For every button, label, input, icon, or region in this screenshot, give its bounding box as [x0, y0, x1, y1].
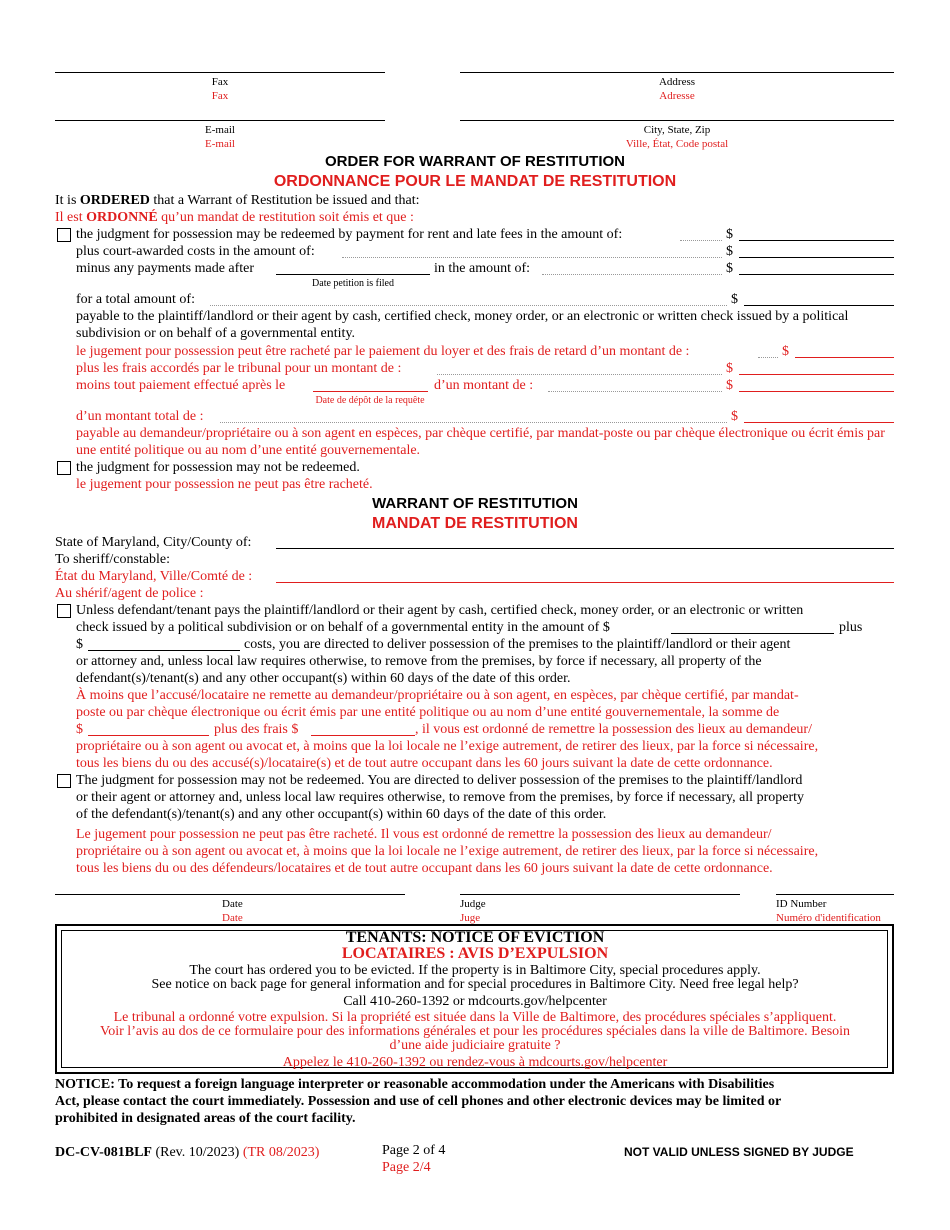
eviction-notice-line2: See notice on back page for general information and for special procedures in Baltimore City. Need free legal help? — [151, 977, 799, 992]
form-id: DC-CV-081BLF (Rev. 10/2023) (TR 08/2023) — [55, 1145, 320, 1160]
date-signature-line[interactable] — [55, 894, 405, 895]
dollar-sign: $ — [726, 227, 733, 242]
fax-label-fr: Fax — [211, 90, 229, 102]
order-title-fr: ORDONNANCE POUR LE MANDAT DE RESTITUTION — [273, 173, 677, 190]
warrant-p1-line1-fr: À moins que l’accusé/locataire ne remette au demandeur/propriétaire ou à son agent, en espèces, par chèque certifié, par mandat- — [76, 688, 799, 703]
payments-amount-field[interactable] — [739, 274, 894, 275]
warrant-p1-line4: or attorney and, unless local law requires otherwise, to remove from the premises, by force if necessary, all property of the — [76, 654, 762, 669]
petition-date-field-fr[interactable] — [313, 391, 428, 392]
dollar-sign: $ — [726, 378, 733, 393]
court-costs-text-fr: plus les frais accordés par le tribunal pour un montant de : — [76, 361, 402, 376]
in-amount-of-text: in the amount of: — [434, 261, 531, 276]
petition-date-field[interactable] — [276, 274, 430, 275]
sheriff-label: To sheriff/constable: — [55, 552, 171, 567]
minus-payments-text-fr: moins tout paiement effectué après le — [76, 378, 286, 393]
fax-label: Fax — [211, 76, 229, 88]
notice-line3: prohibited in designated areas of the court facility. — [55, 1111, 356, 1126]
state-county-label: State of Maryland, City/County of: — [55, 535, 252, 550]
order-intro: It is ORDERED that a Warrant of Restitution be issued and that: — [55, 193, 420, 208]
payable-text-fr: payable au demandeur/propriétaire ou à son agent en espèces, par chèque certifié, par mandat-poste ou par chèque électronique ou écrit émis par une entité politique ou au nom d’une entité gouvernementale. — [76, 426, 885, 458]
redeemable-checkbox[interactable] — [57, 228, 71, 242]
county-field-fr[interactable] — [276, 582, 894, 583]
notice-line2: Act, please contact the court immediately. Possession and use of cell phones and other electronic devices may be limited or — [55, 1094, 782, 1109]
county-field[interactable] — [276, 548, 894, 549]
dollar-sign: $ — [731, 292, 738, 307]
warrant-p1-line5: defendant(s)/tenant(s) and any other occupant(s) within 60 days of the date of this order. — [76, 671, 571, 686]
warrant-p1-line3-fr: , il vous est ordonné de remettre la possession des lieux au demandeur/ — [415, 722, 812, 737]
warrant-p1-line3: costs, you are directed to deliver possession of the premises to the plaintiff/landlord or their agent — [244, 637, 791, 652]
total-amount-text: for a total amount of: — [76, 292, 195, 307]
eviction-notice-title-fr: LOCATAIRES : AVIS D’EXPULSION — [341, 945, 609, 962]
warrant-costs-field-fr[interactable] — [311, 735, 415, 736]
notice-line1: NOTICE: To request a foreign language interpreter or reasonable accommodation under the Americans with Disabilities — [55, 1077, 775, 1092]
city-label-fr: Ville, État, Code postal — [625, 138, 729, 150]
order-title: ORDER FOR WARRANT OF RESTITUTION — [325, 153, 625, 170]
dollar-sign: $ — [726, 244, 733, 259]
sheriff-label-fr: Au shérif/agent de police : — [55, 586, 204, 601]
rent-late-fees-text-fr: le jugement pour possession peut être racheté par le paiement du loyer et des frais de retard d’un montant de : — [76, 344, 690, 359]
id-number-line[interactable] — [776, 894, 894, 895]
email-label-fr: E-mail — [205, 138, 235, 150]
address-line[interactable] — [460, 72, 894, 73]
judge-label: Judge — [460, 898, 486, 910]
petition-date-label-fr: Date de dépôt de la requête — [315, 395, 425, 406]
warrant-p1-line2: check issued by a political subdivision or on behalf of a governmental entity in the amount of $ — [76, 620, 610, 635]
id-number-label: ID Number — [776, 898, 827, 910]
warrant-redeemable-checkbox[interactable] — [57, 604, 71, 618]
warrant-p2-line3-fr: tous les biens du ou des défendeurs/locataires et de tout autre occupant dans les 60 jours suivant la date de cette ordonnance. — [76, 861, 773, 876]
costs-amount-field[interactable] — [739, 257, 894, 258]
state-county-label-fr: État du Maryland, Ville/Comté de : — [55, 569, 253, 584]
eviction-notice-line1-fr: Le tribunal a ordonné votre expulsion. Si la propriété est située dans la Ville de Baltimore, des procédures spéciales s’appliquent. — [113, 1010, 837, 1025]
warrant-plus-text: plus — [839, 620, 863, 635]
warrant-p1-line2-fr: poste ou par chèque électronique ou écrit émis par une entité politique ou au nom d’une entité gouvernementale, la somme de — [76, 705, 780, 720]
address-label: Address — [658, 76, 696, 88]
petition-date-label: Date petition is filed — [312, 278, 394, 289]
city-label: City, State, Zip — [643, 124, 711, 136]
warrant-amount-field[interactable] — [671, 633, 834, 634]
date-label: Date — [222, 898, 243, 910]
judge-signature-line[interactable] — [460, 894, 740, 895]
fax-line[interactable] — [55, 72, 385, 73]
order-intro-fr: Il est ORDONNÉ qu’un mandat de restitution soit émis et que : — [55, 210, 414, 225]
judge-label-fr: Juge — [460, 912, 481, 924]
warrant-title-fr: MANDAT DE RESTITUTION — [372, 515, 578, 532]
warrant-amount-field-fr[interactable] — [88, 735, 209, 736]
minus-payments-text: minus any payments made after — [76, 261, 255, 276]
warrant-p2-line1: The judgment for possession may not be redeemed. You are directed to deliver possession of the premises to the plaintiff/landlord — [76, 773, 803, 788]
payments-amount-field-fr[interactable] — [739, 391, 894, 392]
warrant-p2-line1-fr: Le jugement pour possession ne peut pas être racheté. Il vous est ordonné de remettre la possession des lieux au demandeur/ — [76, 827, 772, 842]
warrant-plus-fees-text-fr: plus des frais $ — [214, 722, 299, 737]
payable-text: payable to the plaintiff/landlord or their agent by cash, certified check, money order, or an electronic or written check issued by a political subdivision or on behalf of a governmental entity. — [76, 309, 849, 341]
warrant-p2-line3: of the defendant(s)/tenant(s) and any other occupant(s) within 60 days of the date of this order. — [76, 807, 607, 822]
total-amount-text-fr: d’un montant total de : — [76, 409, 204, 424]
eviction-notice-line1: The court has ordered you to be evicted. If the property is in Baltimore City, special procedures apply. — [189, 963, 761, 978]
eviction-notice-line4-fr: Appelez le 410-260-1392 ou rendez-vous à mdcourts.gov/helpcenter — [282, 1055, 668, 1070]
warrant-not-redeemable-checkbox[interactable] — [57, 774, 71, 788]
in-amount-of-text-fr: d’un montant de : — [434, 378, 534, 393]
page-number: Page 2 of 4 — [382, 1143, 446, 1158]
rent-late-fees-text: the judgment for possession may be redeemed by payment for rent and late fees in the amount of: — [76, 227, 623, 242]
warrant-p1-line4-fr: propriétaire ou à son agent ou avocat et, à moins que la loi locale ne l’exige autrement, de retirer des lieux, par la force si nécessaire, — [76, 739, 819, 754]
page-number-fr: Page 2/4 — [382, 1160, 431, 1175]
court-costs-text: plus court-awarded costs in the amount of: — [76, 244, 315, 259]
eviction-notice-title: TENANTS: NOTICE OF EVICTION — [345, 929, 605, 946]
costs-amount-field-fr[interactable] — [739, 374, 894, 375]
email-line[interactable] — [55, 120, 385, 121]
email-label: E-mail — [205, 124, 235, 136]
not-redeemable-text: the judgment for possession may not be redeemed. — [76, 460, 360, 475]
dollar-sign: $ — [76, 637, 83, 652]
date-label-fr: Date — [222, 912, 243, 924]
validity-notice: NOT VALID UNLESS SIGNED BY JUDGE — [624, 1145, 854, 1159]
id-number-label-fr: Numéro d'identification — [776, 912, 881, 924]
not-redeemable-checkbox[interactable] — [57, 461, 71, 475]
rent-amount-field[interactable] — [739, 240, 894, 241]
not-redeemable-text-fr: le jugement pour possession ne peut pas être racheté. — [76, 477, 373, 492]
eviction-notice-line2-fr: Voir l’avis au dos de ce formulaire pour des informations générales et pour les procédures spéciales dans la ville de Baltimore. Besoin — [99, 1024, 851, 1039]
warrant-costs-field[interactable] — [88, 650, 240, 651]
dollar-sign: $ — [782, 344, 789, 359]
warrant-p1-line5-fr: tous les biens du ou des accusé(s)/locataire(s) et de tout autre occupant dans les 60 jours suivant la date de cette ordonnance. — [76, 756, 773, 771]
eviction-notice-line3-fr: d’une aide judiciaire gratuite ? — [389, 1038, 561, 1053]
dollar-sign: $ — [731, 409, 738, 424]
warrant-p1-line1: Unless defendant/tenant pays the plaintiff/landlord or their agent by cash, certified check, money order, or an electronic or written — [76, 603, 804, 618]
city-line[interactable] — [460, 120, 894, 121]
eviction-notice-line3: Call 410-260-1392 or mdcourts.gov/helpcenter — [343, 994, 607, 1009]
total-amount-field-fr[interactable] — [744, 422, 894, 423]
dollar-sign: $ — [726, 361, 733, 376]
address-label-fr: Adresse — [659, 90, 695, 102]
rent-amount-field-fr[interactable] — [795, 357, 894, 358]
total-amount-field[interactable] — [744, 305, 894, 306]
warrant-p2-line2-fr: propriétaire ou à son agent ou avocat et, à moins que la loi locale ne l’exige autrement, de retirer des lieux, par la force si nécessaire, — [76, 844, 819, 859]
dollar-sign: $ — [726, 261, 733, 276]
dollar-sign: $ — [76, 722, 83, 737]
warrant-p2-line2: or their agent or attorney and, unless local law requires otherwise, to remove from the premises, by force if necessary, all property — [76, 790, 804, 805]
warrant-title: WARRANT OF RESTITUTION — [372, 495, 578, 512]
